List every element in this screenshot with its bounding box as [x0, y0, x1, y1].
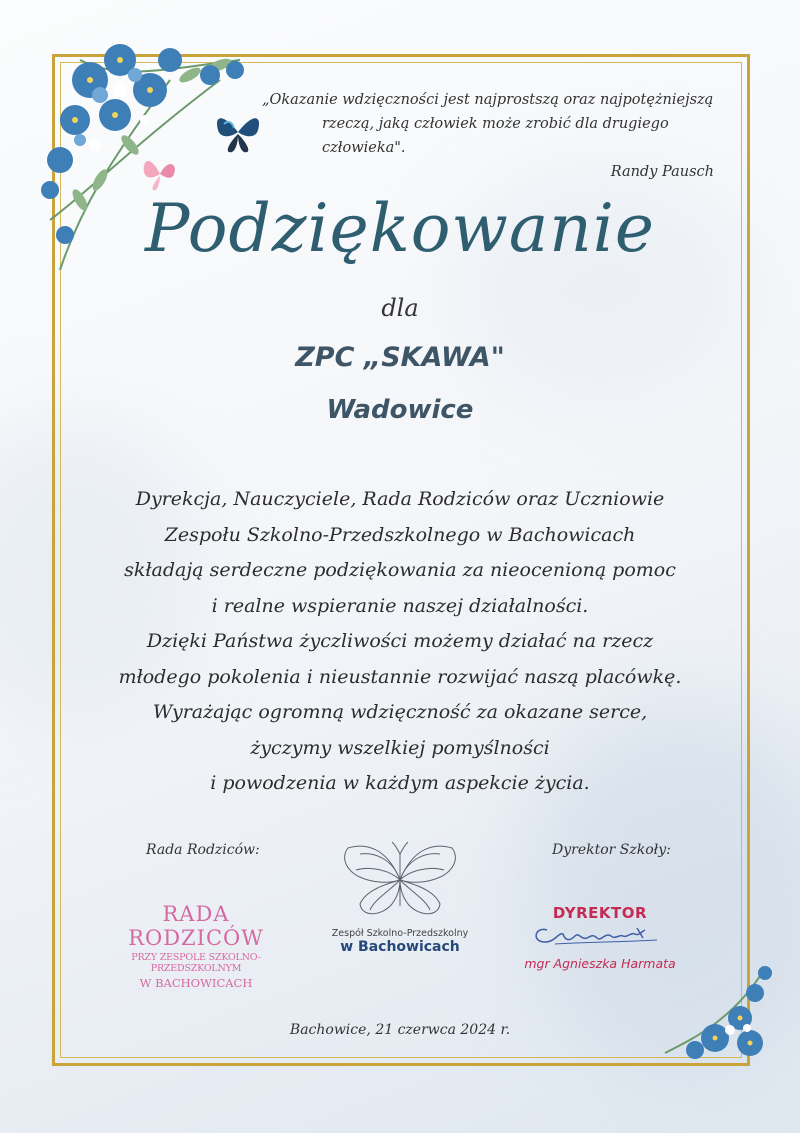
butterfly-logo-icon [338, 840, 462, 922]
quote-line: rzeczą, jaką człowiek może zrobić dla drugiego człowieka". [322, 116, 669, 156]
document-title: Podziękowanie [145, 190, 655, 267]
body-line: młodego pokolenia i nieustannie rozwijać naszą placówkę. [118, 665, 682, 688]
recipient-city: Wadowice [326, 395, 474, 425]
logo-line: w Bachowicach [340, 939, 460, 955]
logo-line: Zespół Szkolno-Przedszkolny [331, 928, 469, 939]
recipient-name: ZPC „SKAWA" [295, 342, 505, 373]
quote-author: Randy Pausch [610, 164, 714, 180]
quote-line: „Okazanie wdzięczności jest najprostszą oraz najpotężniejszą [262, 92, 714, 108]
quote-block [262, 88, 732, 184]
body-line: i powodzenia w każdym aspekcie życia. [210, 772, 590, 794]
body-line: i realne wspieranie naszej działalności. [211, 594, 589, 617]
director-name: mgr Agnieszka Harmata [524, 956, 676, 971]
body-line: Dzięki Państwa życzliwości możemy działać na rzecz [146, 630, 654, 652]
body-line: Dyrekcja, Nauczyciele, Rada Rodziców oraz Uczniowie [135, 488, 665, 510]
director-stamp [520, 904, 680, 971]
stamp-line: DYREKTOR [552, 904, 648, 922]
body-line: składają serdeczne podziękowania za nieocenioną pomoc [124, 559, 676, 581]
stamp-line: PRZY ZESPOLE SZKOLNO-PRZEDSZKOLNYM [131, 952, 261, 974]
flower-corner-bottom-right-icon [655, 958, 775, 1068]
school-logo [320, 840, 480, 955]
body-line: Wyrażając ogromną wdzięczność za okazane serce, [152, 701, 648, 723]
recipient-prefix: dla [381, 294, 419, 322]
stamp-line: RADA RODZICÓW [128, 902, 264, 950]
butterfly-blue-icon [212, 108, 264, 156]
body-text [90, 482, 710, 802]
stamp-line: W BACHOWICACH [139, 976, 253, 990]
body-line: życzymy wszelkiej pomyślności [250, 736, 550, 759]
handwritten-signature-icon [525, 922, 675, 948]
parents-council-stamp [96, 902, 296, 990]
body-line: Zespołu Szkolno-Przedszkolnego w Bachowicach [164, 523, 636, 546]
parents-council-label: Rada Rodziców: [146, 842, 260, 858]
document-date: Bachowice, 21 czerwca 2024 r. [289, 1022, 511, 1038]
director-label: Dyrektor Szkoły: [552, 842, 671, 858]
